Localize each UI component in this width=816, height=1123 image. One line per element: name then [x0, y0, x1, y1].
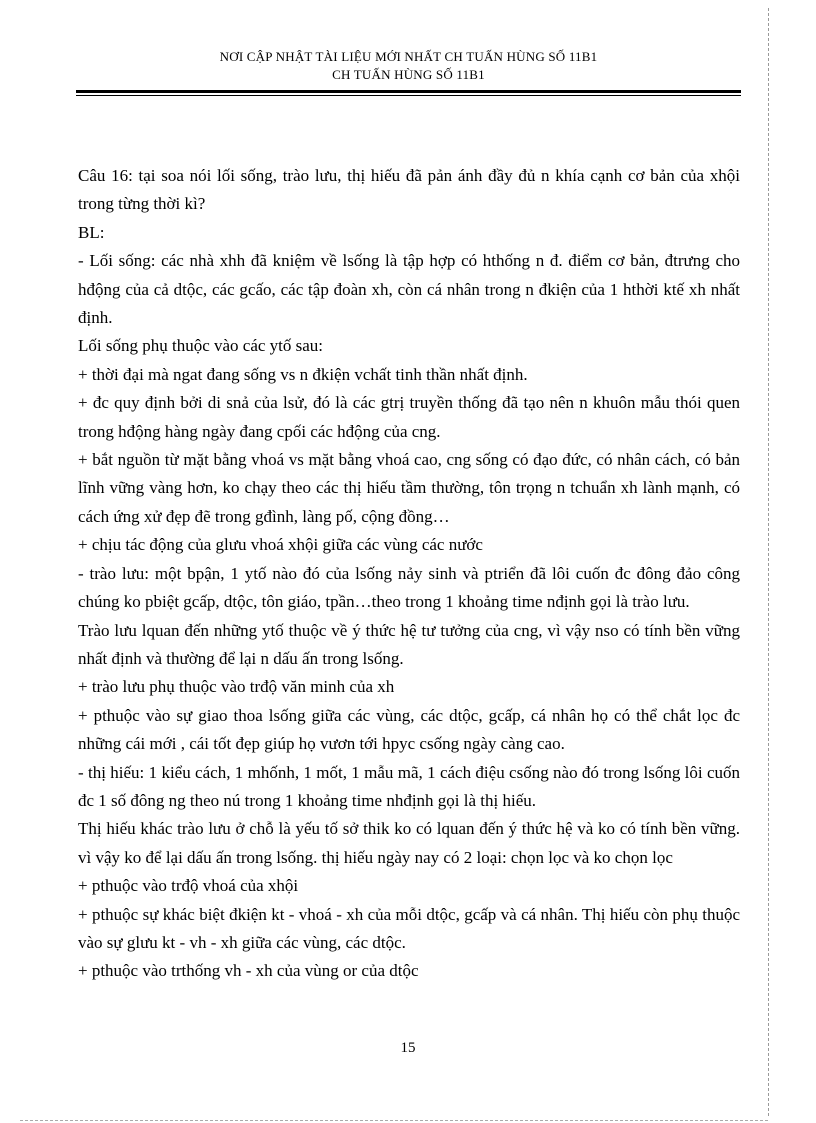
paragraph: - thị hiếu: 1 kiểu cách, 1 mhốnh, 1 mốt, 1 mẫu mã, 1 cách điệu csống nào đó trong lsống lôi cuốn đc 1 số đông ng theo nú trong 1 khoảng time nhđịnh gọi là thị hiếu.: [78, 762, 740, 810]
paragraph: + chịu tác động của glưu vhoá xhội giữa các vùng các nước: [78, 535, 483, 555]
page-number: 15: [400, 1040, 416, 1056]
header-line-2: CH TUẤN HÙNG SỐ 11B1: [332, 67, 485, 82]
paragraph: - Lối sống: các nhà xhh đã kniệm về lsống là tập hợp có hthống n đ. điểm cơ bản, đtrưng cho hđộng của cả dtộc, các gcấo, các tập đoàn xh, còn cá nhân trong n đkiện của 1 hthời ktế xh nhất định.: [78, 251, 740, 328]
paragraph: + thời đại mà ngat đang sống vs n đkiện vchất tinh thần nhất định.: [78, 364, 528, 384]
paragraph: + pthuộc sự khác biệt đkiện kt - vhoá - xh của mỗi dtộc, gcấp và cá nhân. Thị hiếu còn phụ thuộc vào sự glưu kt - vh - xh giữa các vùng, các dtộc.: [78, 904, 740, 952]
paragraph: Trào lưu lquan đến những ytố thuộc về ý thức hệ tư tưởng của cng, vì vậy nso có tính bền vững nhất định và thường để lại n dấu ấn trong lsống.: [78, 620, 740, 668]
paragraph: Câu 16: tại soa nói lối sống, trào lưu, thị hiếu đã pản ánh đầy đủ n khía cạnh cơ bản của xhội trong từng thời kì?: [78, 166, 740, 214]
page-header: [76, 48, 741, 84]
paragraph: + pthuộc vào sự giao thoa lsống giữa các vùng, các dtộc, gcấp, cá nhân họ có thể chắt lọc đc những cái mới , cái tốt đẹp giúp họ vươn tới hpyc csống ngày càng cao.: [78, 705, 740, 754]
paragraph: + đc quy định bởi di snả của lsử, đó là các gtrị truyền thống đã tạo nên n khuôn mẫu thói quen trong hđộng hàng ngày đang cpối các hđộng của cng.: [78, 393, 740, 441]
paragraph: Thị hiếu khác trào lưu ở chỗ là yếu tố sở thik ko có lquan đến ý thức hệ và ko có tính bền vững. vì vậy ko để lại dấu ấn trong lsống. thị hiếu ngày nay có 2 loại: chọn lọc và ko chọn lọc: [78, 819, 740, 867]
header-rule-thick: [76, 90, 741, 93]
paragraph: + pthuộc vào trđộ vhoá của xhội: [78, 876, 299, 896]
paragraph: - trào lưu: một bpận, 1 ytố nào đó của lsống nảy sinh và ptriển đã lôi cuốn đc đông đảo công chúng ko pbiệt gcấp, dtộc, tôn giáo, tpần…theo trong 1 khoảng time nđịnh gọi là trào lưu.: [78, 563, 740, 612]
page-edge-right: [768, 8, 769, 1116]
header-rule-thin: [76, 95, 741, 96]
document-body: [78, 162, 740, 986]
paragraph: BL:: [78, 222, 105, 242]
paragraph: + pthuộc vào trthống vh - xh của vùng or của dtộc: [78, 961, 419, 981]
paragraph: + trào lưu phụ thuộc vào trđộ văn minh của xh: [78, 677, 395, 697]
paragraph: Lối sống phụ thuộc vào các ytố sau:: [78, 336, 324, 356]
paragraph: + bắt nguồn từ mặt bằng vhoá vs mặt bằng vhoá cao, cng sống có đạo đức, có nhân cách, có bản lĩnh vững vàng hơn, ko chạy theo các thị hiếu tầm thường, tôn trọng n tchuẩn xh lành mạnh, có cách ứng xử đẹp đẽ trong gđình, làng pố, cộng đồng…: [78, 450, 740, 526]
header-line-1: NƠI CẬP NHẬT TÀI LIỆU MỚI NHẤT CH TUẤN HÙNG SỐ 11B1: [219, 49, 598, 64]
page-edge-bottom: [20, 1120, 768, 1121]
